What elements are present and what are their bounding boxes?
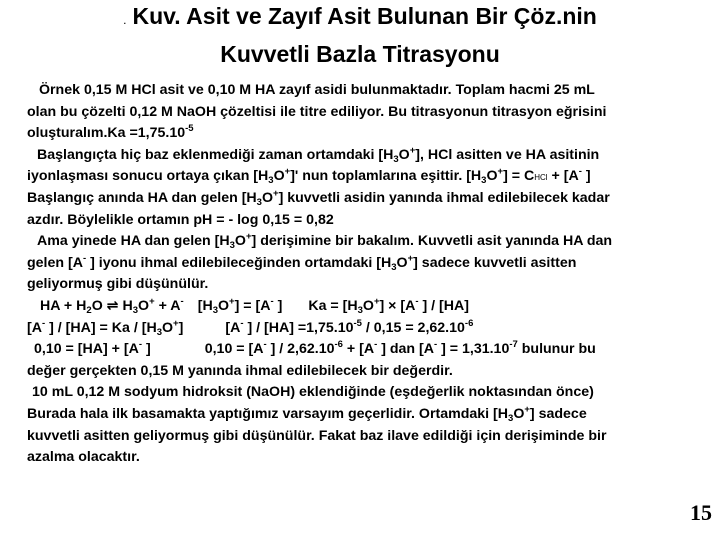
text-run: bulunur bu: [517, 341, 596, 358]
text-run: ] = [A: [234, 297, 271, 314]
text-run: geliyormuş gibi düşünülür.: [27, 276, 209, 293]
text-run: Ka = [H: [308, 297, 358, 314]
subscript: 3: [268, 175, 274, 187]
text-run: oluşturalım.Ka =1,75.10: [27, 125, 186, 142]
subscript: 3: [132, 304, 139, 316]
superscript: -6: [334, 339, 343, 351]
text-run: O: [396, 254, 408, 271]
superscript: +: [229, 295, 235, 307]
slide-body: [27, 80, 697, 469]
text-run: O: [398, 146, 410, 163]
text-run: + [A: [547, 168, 579, 185]
subscript: 3: [508, 412, 514, 424]
subscript: 3: [357, 304, 363, 316]
text-run: O: [486, 168, 498, 185]
text-run: O ⇌ H: [91, 297, 133, 314]
superscript: +: [497, 166, 504, 178]
text-run: [H: [197, 297, 213, 314]
text-line: [27, 188, 697, 210]
text-run: + [A: [342, 341, 375, 358]
text-run: / 0,15 = 2,62.10: [361, 319, 465, 336]
text-run: O: [138, 297, 150, 314]
text-run: Ama yinede HA dan gelen [H: [37, 233, 230, 250]
text-run: iyonlaşması sonucu ortaya çıkan [H: [27, 168, 269, 185]
subscript: 3: [393, 153, 399, 165]
text-line: [27, 166, 697, 188]
text-run: ]: [142, 341, 151, 358]
superscript: -: [434, 339, 438, 351]
superscript: +: [524, 403, 530, 415]
text-run: ] = 1,31.10: [437, 341, 510, 358]
text-run: [A: [225, 319, 241, 336]
text-run: Örnek 0,15 M HCl asit ve 0,10 M HA zayıf asidi bulunmaktadır. Toplam hacmi 25 mL: [39, 82, 595, 98]
text-run: gelen [A: [27, 254, 83, 271]
subscript: 3: [212, 304, 218, 316]
superscript: -6: [464, 317, 474, 329]
text-run: ]: [273, 297, 283, 314]
text-run: [A: [27, 319, 42, 336]
subscript: 3: [229, 240, 235, 252]
slide-title-line-1: [0, 2, 720, 34]
text-line: [27, 274, 697, 296]
superscript: -5: [185, 123, 194, 135]
superscript: +: [149, 295, 155, 307]
text-run: O: [162, 319, 174, 336]
text-line: [27, 361, 697, 383]
text-line: [27, 404, 697, 426]
superscript: -: [41, 317, 46, 329]
text-line: [27, 426, 697, 448]
text-run: ] sadece kuvvetli asitten: [413, 254, 577, 271]
superscript: +: [273, 187, 279, 199]
text-run: ] / [HA] = Ka / [H: [45, 319, 157, 336]
text-run: değer gerçekten 0,15 M yanında ihmal edilebilecek bir değerdir.: [27, 362, 453, 379]
text-run: O: [362, 297, 374, 314]
text-run: O: [513, 405, 525, 422]
text-run: ] = C: [503, 168, 535, 185]
text-line: [27, 102, 697, 124]
superscript: +: [173, 317, 179, 329]
superscript: +: [373, 295, 380, 307]
superscript: +: [409, 144, 416, 156]
subscript: HCl: [534, 173, 548, 183]
page-number: 15: [690, 500, 712, 525]
superscript: -: [263, 339, 267, 351]
text-run: + A: [154, 297, 181, 314]
equation-line: [27, 339, 697, 361]
text-run: olan bu çözelti 0,12 M NaOH çözeltisi ile titre ediliyor. Bu titrasyonun titrasyon eğrisini: [27, 103, 607, 120]
text-run: Başlangıçta hiç baz eklenmediği zaman ortamdaki [H: [37, 146, 394, 163]
text-run: ] / [HA] =1,75.10: [243, 319, 354, 336]
text-line: [27, 210, 697, 232]
text-run: ]' nun toplamlarına eşittir. [H: [290, 168, 482, 185]
equation-line: [27, 296, 697, 318]
slide-title-line-2: Kuvvetli Bazla Titrasyonu: [220, 41, 500, 67]
text-line: [27, 253, 697, 275]
text-line: [27, 80, 697, 102]
text-run: ] derişimine bir bakalım. Kuvvetli asit yanında HA dan: [251, 233, 613, 250]
text-run: Başlangıç anında HA dan gelen [H: [27, 189, 257, 206]
subscript: 3: [391, 261, 397, 273]
text-run: ] / 2,62.10: [266, 341, 335, 358]
superscript: +: [245, 231, 252, 243]
text-run: 10 mL 0,12 M sodyum hidroksit (NaOH) eklendiğinde (eşdeğerlik noktasından önce): [32, 384, 594, 401]
text-run: ] kuvvetli asidin yanında ihmal edilebilecek kadar: [278, 189, 610, 206]
superscript: -: [138, 339, 143, 351]
subscript: 3: [256, 196, 262, 208]
text-run: ] / [HA]: [418, 297, 469, 314]
superscript: -: [578, 166, 582, 178]
superscript: +: [407, 252, 414, 264]
text-line: [27, 231, 697, 253]
text-run: O: [218, 297, 230, 314]
superscript: -: [240, 317, 244, 329]
text-run: Burada hala ilk basamakta yaptığımız varsayım geçerlidir. Ortamdaki [H: [27, 405, 509, 422]
text-line: [27, 145, 697, 167]
text-run: ] dan [A: [377, 341, 434, 358]
text-run: HA + H: [40, 297, 87, 314]
superscript: +: [284, 166, 291, 178]
text-run: O: [273, 168, 285, 185]
text-run: ], HCl asitten ve HA asitinin: [415, 146, 600, 163]
superscript: -7: [509, 339, 518, 351]
text-run: ]: [178, 319, 184, 336]
text-run: ]: [581, 168, 591, 185]
text-run: 0,10 = [A: [204, 341, 264, 358]
text-run: ] iyonu ihmal edilebileceğinden ortamdaki [H: [86, 254, 392, 271]
text-run: azdır. Böylelikle ortamın pH = - log 0,15 = 0,82: [27, 211, 334, 228]
text-run: ] × [A: [379, 297, 416, 314]
subscript: 3: [481, 175, 487, 187]
text-run: O: [261, 189, 274, 206]
text-line: [27, 447, 697, 469]
superscript: -: [82, 252, 87, 264]
superscript: -: [415, 295, 419, 307]
text-run: kuvvetli asitten geliyormuş gibi düşünülür. Fakat baz ilave edildiği için derişiminde bir: [27, 427, 607, 444]
superscript: -: [180, 295, 184, 307]
text-run: 0,10 = [HA] + [A: [34, 341, 139, 358]
subscript: 3: [156, 326, 162, 338]
text-line: [27, 123, 697, 145]
subscript: 2: [86, 304, 92, 316]
text-run: O: [234, 233, 246, 250]
text-run: ] sadece: [529, 405, 587, 422]
superscript: -5: [353, 317, 362, 329]
superscript: -: [374, 339, 378, 351]
title-bullet: .: [123, 13, 127, 27]
text-line: [27, 382, 697, 404]
superscript: -: [270, 295, 274, 307]
text-run: azalma olacaktır.: [27, 449, 140, 466]
title-text-1: Kuv. Asit ve Zayıf Asit Bulunan Bir Çöz.nin: [132, 3, 597, 29]
equation-line: [27, 318, 697, 340]
